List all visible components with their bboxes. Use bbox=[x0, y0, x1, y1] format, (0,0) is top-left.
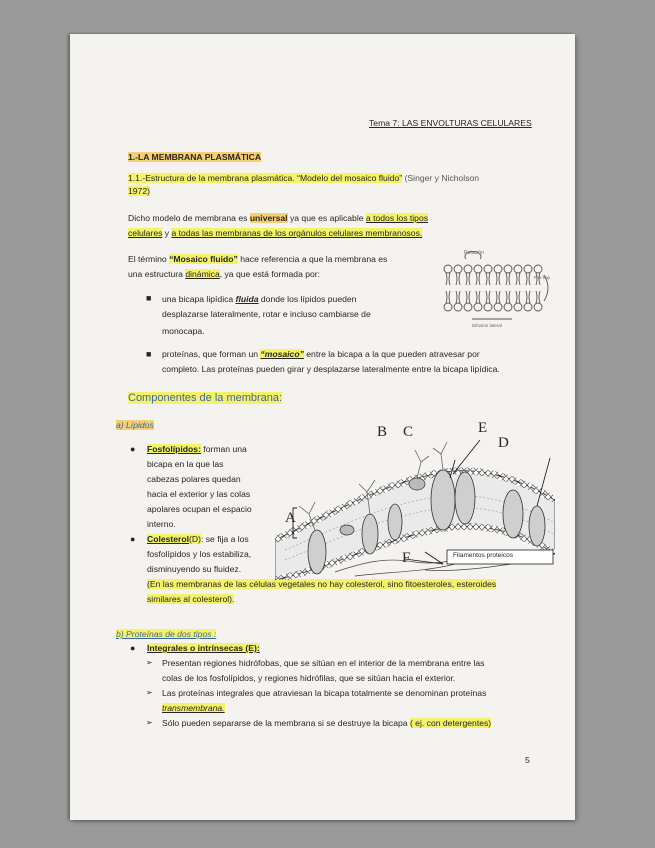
subsection-citation: (Singer y Nicholson bbox=[404, 173, 480, 183]
keyword-dinamica: dinámica bbox=[185, 269, 220, 279]
label-f: F bbox=[402, 550, 411, 566]
keyword-transmembrana: transmembrana. bbox=[162, 703, 225, 713]
components-title-text: Componentes de la membrana: bbox=[128, 392, 283, 404]
arrow-bullet-icon: ➢ bbox=[146, 718, 153, 727]
paragraph-line: hacia el exterior y las colas bbox=[147, 489, 251, 499]
proteins-title-text: b) Proteínas de dos tipos : bbox=[116, 629, 217, 639]
text-span: una bicapa lipídica bbox=[162, 294, 236, 304]
text-span: El término bbox=[128, 254, 170, 264]
paragraph-line: bicapa en la que las bbox=[147, 459, 224, 469]
bullet-icon: ● bbox=[130, 444, 136, 454]
highlight-span: a todas las membranas de los orgánulos celulares membranosos. bbox=[171, 228, 423, 238]
lipids-title-text: a) Lípidos bbox=[116, 420, 154, 430]
paragraph-line bbox=[147, 442, 247, 456]
components-title bbox=[128, 392, 282, 404]
label-b: B bbox=[377, 424, 388, 440]
highlight-span: celulares bbox=[128, 228, 163, 238]
text-span: Sólo pueden separarse de la membrana si se destruye la bicapa bbox=[162, 718, 410, 728]
paragraph-line bbox=[147, 592, 234, 606]
paragraph-line: Presentan regiones hidrófobas, que se sitúan en el interior de la membrana entre las bbox=[162, 658, 485, 668]
filaments-label: Filamentos proteicos bbox=[453, 552, 513, 559]
subsection-title bbox=[128, 171, 479, 185]
text-span: proteínas, que forman un bbox=[162, 349, 261, 359]
bullet-icon: ■ bbox=[146, 349, 152, 359]
paragraph-line: fosfolípidos y los estabiliza, bbox=[147, 549, 252, 559]
keyword-mosaico-fluido: “Mosaico fluido” bbox=[169, 254, 238, 264]
lateral-label: Difusión lateral bbox=[472, 323, 502, 328]
label-d: D bbox=[498, 435, 509, 451]
lower-leaflet bbox=[444, 291, 542, 311]
keyword-mosaico: “mosaico” bbox=[260, 349, 304, 359]
text-span: hace referencia a que la membrana es bbox=[237, 254, 388, 264]
section-title bbox=[128, 150, 261, 164]
label-e: E bbox=[478, 420, 488, 436]
paragraph-line: completo. Las proteínas pueden girar y desplazarse lateralmente entre la bicapa lipídica. bbox=[162, 364, 500, 374]
text-span: donde los lípidos pueden bbox=[258, 294, 357, 304]
paragraph-line: monocapa. bbox=[162, 326, 205, 336]
paragraph-line bbox=[128, 267, 320, 281]
membrane-diagram bbox=[275, 422, 555, 580]
subsection-text: 1.1.-Estructura de la membrana plasmática. “Modelo del mosaico fluido” bbox=[128, 173, 403, 183]
bilayer-movement-diagram bbox=[442, 249, 554, 329]
paragraph-line bbox=[128, 252, 387, 266]
text-span: Dicho modelo de membrana es bbox=[128, 213, 250, 223]
subsection-year bbox=[128, 184, 150, 198]
text-span: entre la bicapa a la que pueden atravesar por bbox=[303, 349, 480, 359]
paragraph-line: disminuyendo su fluidez. bbox=[147, 564, 242, 574]
proteins-title bbox=[116, 627, 216, 641]
topic-text: Tema 7: LAS ENVOLTURAS CELULARES bbox=[369, 118, 532, 128]
paragraph-line: colas de los fosfolípidos, y regiones hidrófilas, que se sitúan hacia el exterior. bbox=[162, 673, 456, 683]
paragraph-line bbox=[162, 347, 480, 361]
topic-header bbox=[369, 116, 532, 130]
text-span: forman una bbox=[200, 444, 247, 454]
keyword-universal: universal bbox=[249, 213, 288, 223]
text-span: una estructura bbox=[128, 269, 186, 279]
note-text: (En las membranas de las células vegetales no hay colesterol, sino fitoesteroles, esteroides bbox=[147, 579, 497, 589]
highlight-span: a todos los tipos bbox=[365, 213, 429, 223]
label-a: A bbox=[285, 510, 296, 526]
text-span: , ya que está formada por: bbox=[219, 269, 321, 279]
bullet-icon: ● bbox=[130, 534, 136, 544]
highlight-span: ( ej. con detergentes) bbox=[409, 718, 492, 728]
paragraph-line: apolares ocupan el espacio bbox=[147, 504, 252, 514]
text-span: : se fija a los bbox=[200, 534, 249, 544]
paragraph-line: interno. bbox=[147, 519, 176, 529]
paragraph-line bbox=[128, 226, 422, 240]
paragraph-line: Las proteínas integrales que atraviesan la bicapa totalmente se denominan proteínas bbox=[162, 688, 487, 698]
text-span: ya que es aplicable bbox=[287, 213, 366, 223]
lipids-title bbox=[116, 418, 154, 432]
paragraph-line: cabezas polares quedan bbox=[147, 474, 241, 484]
subsection-year-text: 1972) bbox=[128, 186, 150, 196]
flipflop-label: Flip-flop bbox=[534, 275, 551, 280]
bullet-icon: ■ bbox=[146, 293, 152, 303]
label-ref: (D) bbox=[189, 534, 201, 544]
keyword-integrales: Integrales o intrínsecas (E): bbox=[147, 643, 260, 653]
paragraph-line bbox=[162, 292, 356, 306]
keyword-fosfolipidos: Fosfolípidos: bbox=[147, 444, 201, 454]
bullet-icon: ● bbox=[130, 643, 136, 653]
page-number: 5 bbox=[525, 755, 530, 765]
upper-leaflet bbox=[444, 265, 542, 285]
text-span: y bbox=[162, 228, 172, 238]
paragraph-line bbox=[147, 532, 249, 546]
paragraph-line bbox=[162, 716, 491, 730]
document-page bbox=[70, 34, 575, 820]
note-text: similares al colesterol). bbox=[147, 594, 235, 604]
rotation-label: Rotación bbox=[464, 250, 484, 256]
paragraph-line bbox=[128, 211, 428, 225]
arrow-bullet-icon: ➢ bbox=[146, 658, 153, 667]
arrow-bullet-icon: ➢ bbox=[146, 688, 153, 697]
paragraph-line bbox=[162, 701, 225, 715]
paragraph-line bbox=[147, 641, 260, 655]
label-c: C bbox=[403, 424, 414, 440]
section-title-text: 1.-LA MEMBRANA PLASMÁTICA bbox=[128, 152, 262, 162]
keyword-colesterol: Colesterol bbox=[147, 534, 190, 544]
keyword-fluida: fluida bbox=[235, 294, 259, 304]
paragraph-line: desplazarse lateralmente, rotar e incluso cambiarse de bbox=[162, 309, 371, 319]
